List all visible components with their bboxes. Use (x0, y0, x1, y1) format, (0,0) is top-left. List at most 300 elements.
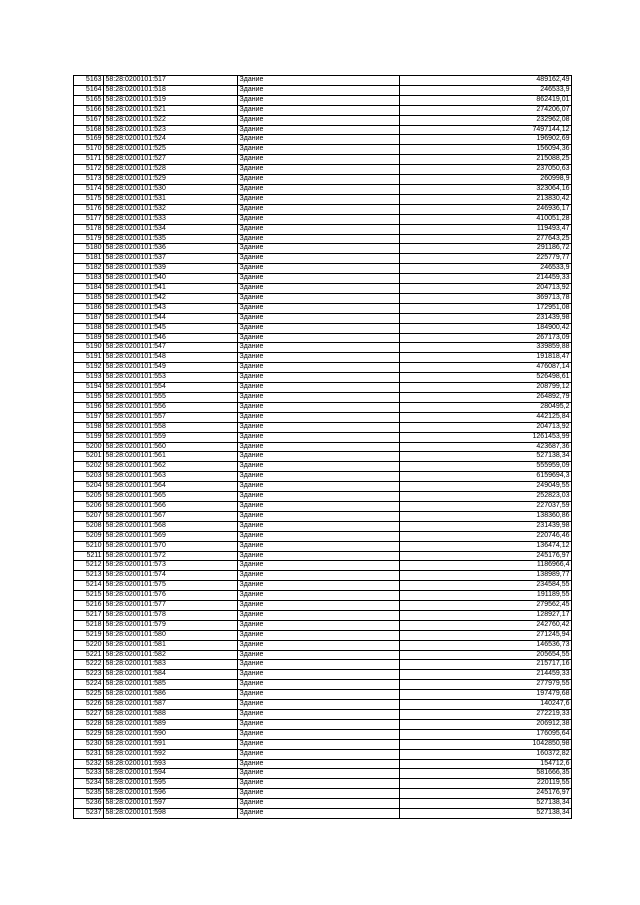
object-type: Здание (238, 452, 400, 462)
cadastral-value: 291186,72 (400, 244, 572, 254)
table-row (74, 462, 572, 472)
object-type: Здание (238, 501, 400, 511)
cadastral-value: 215717,16 (400, 660, 572, 670)
cadastral-value: 119493,47 (400, 224, 572, 234)
cadastral-number: 58:28:0200101:572 (104, 551, 238, 561)
table-row (74, 442, 572, 452)
cadastral-number: 58:28:0200101:569 (104, 531, 238, 541)
object-type: Здание (238, 799, 400, 809)
cadastral-number: 58:28:0200101:559 (104, 432, 238, 442)
cadastral-value: 369713,78 (400, 293, 572, 303)
object-type: Здание (238, 610, 400, 620)
table-row (74, 492, 572, 502)
object-type: Здание (238, 630, 400, 640)
cadastral-number: 58:28:0200101:593 (104, 759, 238, 769)
table-row (74, 749, 572, 759)
cadastral-table (73, 75, 572, 819)
object-type: Здание (238, 492, 400, 502)
cadastral-number: 58:28:0200101:540 (104, 274, 238, 284)
cadastral-value: 225779,77 (400, 254, 572, 264)
cadastral-value: 476087,14 (400, 363, 572, 373)
row-number: 5207 (74, 511, 104, 521)
cadastral-value: 232962,08 (400, 115, 572, 125)
cadastral-value: 489162,49 (400, 76, 572, 86)
object-type: Здание (238, 561, 400, 571)
table-row (74, 323, 572, 333)
table-row (74, 333, 572, 343)
row-number: 5175 (74, 194, 104, 204)
cadastral-value: 423687,36 (400, 442, 572, 452)
table-row (74, 650, 572, 660)
row-number: 5196 (74, 402, 104, 412)
cadastral-number: 58:28:0200101:584 (104, 670, 238, 680)
object-type: Здание (238, 373, 400, 383)
object-type: Здание (238, 769, 400, 779)
cadastral-value: 264892,79 (400, 393, 572, 403)
table-row (74, 729, 572, 739)
table-row (74, 521, 572, 531)
cadastral-number: 58:28:0200101:543 (104, 303, 238, 313)
row-number: 5202 (74, 462, 104, 472)
object-type: Здание (238, 293, 400, 303)
table-row (74, 601, 572, 611)
table-row (74, 422, 572, 432)
table-row (74, 640, 572, 650)
table-row (74, 76, 572, 86)
row-number: 5227 (74, 710, 104, 720)
cadastral-number: 58:28:0200101:528 (104, 165, 238, 175)
row-number: 5215 (74, 591, 104, 601)
row-number: 5168 (74, 125, 104, 135)
table-row (74, 363, 572, 373)
cadastral-number: 58:28:0200101:557 (104, 412, 238, 422)
row-number: 5181 (74, 254, 104, 264)
object-type: Здание (238, 809, 400, 819)
object-type: Здание (238, 719, 400, 729)
table-row (74, 432, 572, 442)
cadastral-number: 58:28:0200101:564 (104, 482, 238, 492)
cadastral-number: 58:28:0200101:561 (104, 452, 238, 462)
object-type: Здание (238, 184, 400, 194)
cadastral-table-body (74, 76, 572, 819)
row-number: 5222 (74, 660, 104, 670)
row-number: 5211 (74, 551, 104, 561)
cadastral-number: 58:28:0200101:518 (104, 85, 238, 95)
row-number: 5164 (74, 85, 104, 95)
cadastral-number: 58:28:0200101:566 (104, 501, 238, 511)
table-row (74, 511, 572, 521)
table-row (74, 284, 572, 294)
table-row (74, 551, 572, 561)
cadastral-number: 58:28:0200101:545 (104, 323, 238, 333)
object-type: Здание (238, 620, 400, 630)
table-row (74, 105, 572, 115)
object-type: Здание (238, 581, 400, 591)
row-number: 5233 (74, 769, 104, 779)
table-row (74, 224, 572, 234)
object-type: Здание (238, 680, 400, 690)
row-number: 5190 (74, 343, 104, 353)
cadastral-value: 339859,88 (400, 343, 572, 353)
table-row (74, 690, 572, 700)
object-type: Здание (238, 353, 400, 363)
cadastral-value: 138989,77 (400, 571, 572, 581)
cadastral-number: 58:28:0200101:532 (104, 204, 238, 214)
row-number: 5184 (74, 284, 104, 294)
row-number: 5193 (74, 373, 104, 383)
cadastral-number: 58:28:0200101:519 (104, 95, 238, 105)
cadastral-value: 191818,47 (400, 353, 572, 363)
table-row (74, 620, 572, 630)
cadastral-value: 527138,34 (400, 809, 572, 819)
row-number: 5199 (74, 432, 104, 442)
table-row (74, 135, 572, 145)
cadastral-value: 191189,55 (400, 591, 572, 601)
object-type: Здание (238, 264, 400, 274)
row-number: 5231 (74, 749, 104, 759)
cadastral-value: 862419,01 (400, 95, 572, 105)
object-type: Здание (238, 244, 400, 254)
table-row (74, 244, 572, 254)
cadastral-number: 58:28:0200101:527 (104, 155, 238, 165)
cadastral-value: 527138,34 (400, 452, 572, 462)
object-type: Здание (238, 383, 400, 393)
cadastral-value: 1042850,98 (400, 739, 572, 749)
cadastral-number: 58:28:0200101:534 (104, 224, 238, 234)
cadastral-number: 58:28:0200101:521 (104, 105, 238, 115)
table-row (74, 264, 572, 274)
object-type: Здание (238, 551, 400, 561)
cadastral-number: 58:28:0200101:567 (104, 511, 238, 521)
table-row (74, 303, 572, 313)
object-type: Здание (238, 333, 400, 343)
row-number: 5206 (74, 501, 104, 511)
row-number: 5174 (74, 184, 104, 194)
cadastral-value: 1261453,99 (400, 432, 572, 442)
object-type: Здание (238, 650, 400, 660)
table-row (74, 85, 572, 95)
cadastral-number: 58:28:0200101:553 (104, 373, 238, 383)
object-type: Здание (238, 194, 400, 204)
row-number: 5194 (74, 383, 104, 393)
cadastral-number: 58:28:0200101:560 (104, 442, 238, 452)
object-type: Здание (238, 729, 400, 739)
object-type: Здание (238, 670, 400, 680)
cadastral-number: 58:28:0200101:581 (104, 640, 238, 650)
cadastral-number: 58:28:0200101:579 (104, 620, 238, 630)
cadastral-value: 246533,9 (400, 85, 572, 95)
cadastral-value: 246936,17 (400, 204, 572, 214)
cadastral-value: 1186966,4 (400, 561, 572, 571)
table-row (74, 561, 572, 571)
table-row (74, 95, 572, 105)
row-number: 5183 (74, 274, 104, 284)
row-number: 5165 (74, 95, 104, 105)
table-row (74, 234, 572, 244)
cadastral-value: 234584,55 (400, 581, 572, 591)
table-row (74, 194, 572, 204)
row-number: 5163 (74, 76, 104, 86)
object-type: Здание (238, 393, 400, 403)
cadastral-number: 58:28:0200101:598 (104, 809, 238, 819)
cadastral-number: 58:28:0200101:539 (104, 264, 238, 274)
cadastral-number: 58:28:0200101:558 (104, 422, 238, 432)
row-number: 5180 (74, 244, 104, 254)
table-row (74, 739, 572, 749)
row-number: 5214 (74, 581, 104, 591)
table-row (74, 175, 572, 185)
cadastral-value: 172951,08 (400, 303, 572, 313)
cadastral-number: 58:28:0200101:582 (104, 650, 238, 660)
object-type: Здание (238, 254, 400, 264)
row-number: 5235 (74, 789, 104, 799)
cadastral-value: 184900,42 (400, 323, 572, 333)
object-type: Здание (238, 204, 400, 214)
cadastral-value: 274206,07 (400, 105, 572, 115)
cadastral-number: 58:28:0200101:585 (104, 680, 238, 690)
table-row (74, 759, 572, 769)
object-type: Здание (238, 511, 400, 521)
object-type: Здание (238, 76, 400, 86)
cadastral-value: 146536,73 (400, 640, 572, 650)
row-number: 5177 (74, 214, 104, 224)
row-number: 5236 (74, 799, 104, 809)
object-type: Здание (238, 402, 400, 412)
object-type: Здание (238, 234, 400, 244)
cadastral-value: 214459,33 (400, 274, 572, 284)
cadastral-value: 279562,45 (400, 601, 572, 611)
cadastral-value: 176095,64 (400, 729, 572, 739)
cadastral-value: 156094,36 (400, 145, 572, 155)
row-number: 5228 (74, 719, 104, 729)
row-number: 5200 (74, 442, 104, 452)
cadastral-value: 231439,98 (400, 313, 572, 323)
object-type: Здание (238, 541, 400, 551)
row-number: 5212 (74, 561, 104, 571)
cadastral-number: 58:28:0200101:562 (104, 462, 238, 472)
cadastral-number: 58:28:0200101:591 (104, 739, 238, 749)
row-number: 5226 (74, 700, 104, 710)
table-row (74, 531, 572, 541)
table-row (74, 115, 572, 125)
table-row (74, 452, 572, 462)
row-number: 5229 (74, 729, 104, 739)
cadastral-value: 206912,38 (400, 719, 572, 729)
cadastral-value: 271245,94 (400, 630, 572, 640)
cadastral-number: 58:28:0200101:523 (104, 125, 238, 135)
cadastral-number: 58:28:0200101:541 (104, 284, 238, 294)
object-type: Здание (238, 412, 400, 422)
table-row (74, 779, 572, 789)
cadastral-value: 267173,09 (400, 333, 572, 343)
object-type: Здание (238, 135, 400, 145)
object-type: Здание (238, 640, 400, 650)
row-number: 5232 (74, 759, 104, 769)
row-number: 5169 (74, 135, 104, 145)
row-number: 5179 (74, 234, 104, 244)
object-type: Здание (238, 462, 400, 472)
row-number: 5234 (74, 779, 104, 789)
row-number: 5205 (74, 492, 104, 502)
cadastral-number: 58:28:0200101:522 (104, 115, 238, 125)
row-number: 5182 (74, 264, 104, 274)
row-number: 5204 (74, 482, 104, 492)
row-number: 5191 (74, 353, 104, 363)
object-type: Здание (238, 323, 400, 333)
cadastral-value: 260998,9 (400, 175, 572, 185)
object-type: Здание (238, 601, 400, 611)
table-row (74, 581, 572, 591)
cadastral-number: 58:28:0200101:573 (104, 561, 238, 571)
object-type: Здание (238, 571, 400, 581)
row-number: 5218 (74, 620, 104, 630)
row-number: 5203 (74, 472, 104, 482)
table-row (74, 571, 572, 581)
cadastral-number: 58:28:0200101:597 (104, 799, 238, 809)
object-type: Здание (238, 472, 400, 482)
row-number: 5220 (74, 640, 104, 650)
row-number: 5216 (74, 601, 104, 611)
object-type: Здание (238, 789, 400, 799)
cadastral-value: 215088,25 (400, 155, 572, 165)
row-number: 5223 (74, 670, 104, 680)
object-type: Здание (238, 521, 400, 531)
object-type: Здание (238, 749, 400, 759)
table-row (74, 591, 572, 601)
table-row (74, 680, 572, 690)
cadastral-value: 214459,33 (400, 670, 572, 680)
object-type: Здание (238, 759, 400, 769)
cadastral-value: 160372,82 (400, 749, 572, 759)
cadastral-value: 213830,42 (400, 194, 572, 204)
row-number: 5173 (74, 175, 104, 185)
object-type: Здание (238, 214, 400, 224)
cadastral-value: 323064,16 (400, 184, 572, 194)
object-type: Здание (238, 105, 400, 115)
cadastral-value: 252823,03 (400, 492, 572, 502)
cadastral-number: 58:28:0200101:533 (104, 214, 238, 224)
table-row (74, 670, 572, 680)
cadastral-number: 58:28:0200101:583 (104, 660, 238, 670)
row-number: 5221 (74, 650, 104, 660)
table-row (74, 125, 572, 135)
table-row (74, 402, 572, 412)
cadastral-number: 58:28:0200101:565 (104, 492, 238, 502)
table-row (74, 393, 572, 403)
table-row (74, 610, 572, 620)
cadastral-number: 58:28:0200101:574 (104, 571, 238, 581)
cadastral-number: 58:28:0200101:548 (104, 353, 238, 363)
object-type: Здание (238, 660, 400, 670)
cadastral-number: 58:28:0200101:546 (104, 333, 238, 343)
cadastral-number: 58:28:0200101:531 (104, 194, 238, 204)
cadastral-number: 58:28:0200101:549 (104, 363, 238, 373)
table-row (74, 660, 572, 670)
table-row (74, 482, 572, 492)
cadastral-number: 58:28:0200101:517 (104, 76, 238, 86)
table-row (74, 809, 572, 819)
cadastral-value: 527138,34 (400, 799, 572, 809)
cadastral-number: 58:28:0200101:587 (104, 700, 238, 710)
object-type: Здание (238, 710, 400, 720)
object-type: Здание (238, 284, 400, 294)
object-type: Здание (238, 125, 400, 135)
object-type: Здание (238, 739, 400, 749)
cadastral-number: 58:28:0200101:570 (104, 541, 238, 551)
cadastral-value: 138360,86 (400, 511, 572, 521)
table-row (74, 630, 572, 640)
row-number: 5208 (74, 521, 104, 531)
cadastral-number: 58:28:0200101:544 (104, 313, 238, 323)
table-row (74, 373, 572, 383)
cadastral-number: 58:28:0200101:525 (104, 145, 238, 155)
table-row (74, 293, 572, 303)
cadastral-number: 58:28:0200101:596 (104, 789, 238, 799)
cadastral-number: 58:28:0200101:576 (104, 591, 238, 601)
cadastral-number: 58:28:0200101:575 (104, 581, 238, 591)
table-row (74, 145, 572, 155)
cadastral-value: 280495,2 (400, 402, 572, 412)
row-number: 5225 (74, 690, 104, 700)
cadastral-value: 6159694,3 (400, 472, 572, 482)
cadastral-value: 196902,69 (400, 135, 572, 145)
row-number: 5187 (74, 313, 104, 323)
table-row (74, 501, 572, 511)
row-number: 5176 (74, 204, 104, 214)
cadastral-value: 277979,55 (400, 680, 572, 690)
cadastral-value: 277643,25 (400, 234, 572, 244)
cadastral-value: 245176,97 (400, 789, 572, 799)
row-number: 5178 (74, 224, 104, 234)
table-row (74, 343, 572, 353)
cadastral-number: 58:28:0200101:577 (104, 601, 238, 611)
cadastral-number: 58:28:0200101:535 (104, 234, 238, 244)
cadastral-value: 208799,12 (400, 383, 572, 393)
cadastral-number: 58:28:0200101:542 (104, 293, 238, 303)
row-number: 5192 (74, 363, 104, 373)
cadastral-value: 136474,12 (400, 541, 572, 551)
cadastral-number: 58:28:0200101:556 (104, 402, 238, 412)
cadastral-value: 272219,33 (400, 710, 572, 720)
cadastral-value: 237050,63 (400, 165, 572, 175)
cadastral-value: 245176,97 (400, 551, 572, 561)
cadastral-value: 249049,55 (400, 482, 572, 492)
cadastral-number: 58:28:0200101:580 (104, 630, 238, 640)
object-type: Здание (238, 700, 400, 710)
cadastral-value: 231439,98 (400, 521, 572, 531)
object-type: Здание (238, 531, 400, 541)
row-number: 5170 (74, 145, 104, 155)
cadastral-number: 58:28:0200101:590 (104, 729, 238, 739)
cadastral-number: 58:28:0200101:529 (104, 175, 238, 185)
row-number: 5219 (74, 630, 104, 640)
table-row (74, 274, 572, 284)
object-type: Здание (238, 224, 400, 234)
row-number: 5213 (74, 571, 104, 581)
row-number: 5217 (74, 610, 104, 620)
cadastral-number: 58:28:0200101:536 (104, 244, 238, 254)
table-row (74, 710, 572, 720)
row-number: 5185 (74, 293, 104, 303)
table-row (74, 313, 572, 323)
row-number: 5186 (74, 303, 104, 313)
object-type: Здание (238, 690, 400, 700)
row-number: 5224 (74, 680, 104, 690)
table-row (74, 700, 572, 710)
cadastral-value: 242760,42 (400, 620, 572, 630)
cadastral-value: 410051,28 (400, 214, 572, 224)
cadastral-value: 581666,35 (400, 769, 572, 779)
